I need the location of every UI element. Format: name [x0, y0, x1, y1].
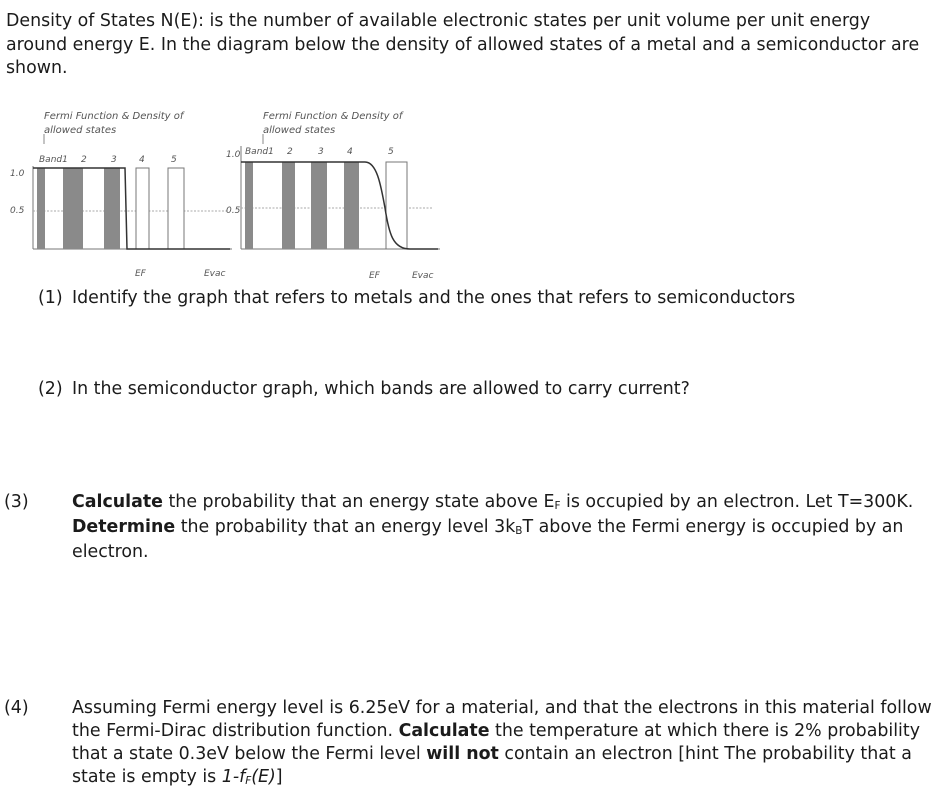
left-title-line1: Fermi Function & Density of: [44, 111, 184, 122]
left-band-4: [136, 168, 149, 249]
question-2-number: (2): [38, 379, 63, 399]
question-4-text-1: Assuming Fermi energy level is 6.25eV for a material, and that the electrons in this material follow the Fermi-Dirac distribution function.: [72, 698, 932, 741]
question-2: [38, 378, 913, 401]
question-3-text-4: T above the Fermi energy is occupied by an electron.: [72, 517, 904, 562]
left-band-label-3: 3: [111, 155, 117, 165]
question-3-bold-calculate: Calculate: [72, 492, 163, 512]
question-4-number: (4): [4, 698, 29, 718]
left-band-5: [168, 168, 184, 249]
question-3-text-2: is occupied by an electron. Let T=300K.: [560, 492, 914, 512]
question-3-sub-f: F: [554, 500, 561, 512]
right-band-5: [386, 162, 407, 249]
question-4-italic-1: 1-f: [221, 767, 246, 787]
left-band-label-5: 5: [171, 155, 177, 165]
right-xlabel-ef: EF: [369, 271, 380, 281]
left-band-label-2: 2: [81, 155, 87, 165]
right-band-label-2: 2: [287, 147, 293, 157]
question-4: [4, 697, 942, 791]
question-4-text-2: the temperature at which there is 2% probability that a state 0.3eV below the Fermi level: [72, 721, 921, 764]
right-title-line2: allowed states: [263, 125, 336, 136]
right-band-1: [245, 162, 253, 249]
right-band-4: [344, 162, 359, 249]
left-fermi-function: [33, 168, 230, 249]
question-3-bold-determine: Determine: [72, 517, 176, 537]
left-band-2: [63, 168, 83, 249]
left-band-3: [104, 168, 120, 249]
density-of-states-figure: [0, 104, 460, 286]
right-band-2: [282, 162, 295, 249]
right-band-label-4: 4: [347, 147, 353, 157]
question-4-text-3: contain an electron [hint The probability that a state is empty is: [72, 744, 912, 787]
left-ytick-05: 0.5: [10, 206, 25, 216]
left-title-line2: allowed states: [44, 125, 117, 136]
question-4-bold-calculate: Calculate: [398, 721, 490, 741]
right-panel: [226, 111, 440, 281]
intro-paragraph: Density of States N(E): is the number of available electronic states per unit volume per unit energy around energy E. In the diagram below the density of allowed states of a metal and a semiconductor are shown.: [6, 11, 920, 78]
question-3-number: (3): [4, 492, 29, 512]
question-3-sub-b: B: [515, 525, 523, 537]
question-4-sub-f: F: [245, 775, 252, 787]
left-xlabel-evac: Evac: [204, 269, 226, 279]
question-1-text: Identify the graph that refers to metals and the ones that refers to semiconductors: [72, 288, 796, 308]
question-1: [38, 287, 913, 310]
question-4-italic-2: (E): [251, 767, 276, 787]
right-ytick-05: 0.5: [226, 206, 241, 216]
right-band-label-1: Band1: [245, 147, 274, 157]
right-band-3: [311, 162, 327, 249]
right-fermi-function: [241, 162, 438, 249]
right-title-line1: Fermi Function & Density of: [263, 111, 403, 122]
left-xlabel-ef: EF: [135, 269, 146, 279]
question-3: [4, 491, 942, 564]
question-2-text: In the semiconductor graph, which bands are allowed to carry current?: [72, 379, 690, 399]
left-ytick-1: 1.0: [10, 169, 25, 179]
right-xlabel-evac: Evac: [412, 271, 434, 281]
right-band-label-3: 3: [318, 147, 324, 157]
left-band-label-1: Band1: [39, 155, 68, 165]
question-1-number: (1): [38, 288, 63, 308]
question-3-text-1: the probability that an energy state above E: [162, 492, 555, 512]
question-4-text-4: ]: [275, 767, 283, 787]
left-band-1: [37, 168, 45, 249]
left-panel: [10, 111, 232, 279]
right-band-label-5: 5: [388, 147, 394, 157]
left-band-label-4: 4: [139, 155, 145, 165]
right-ytick-1: 1.0: [226, 150, 241, 160]
question-4-bold-will-not: will not: [426, 744, 499, 764]
question-3-text-3: the probability that an energy level 3k: [175, 517, 516, 537]
